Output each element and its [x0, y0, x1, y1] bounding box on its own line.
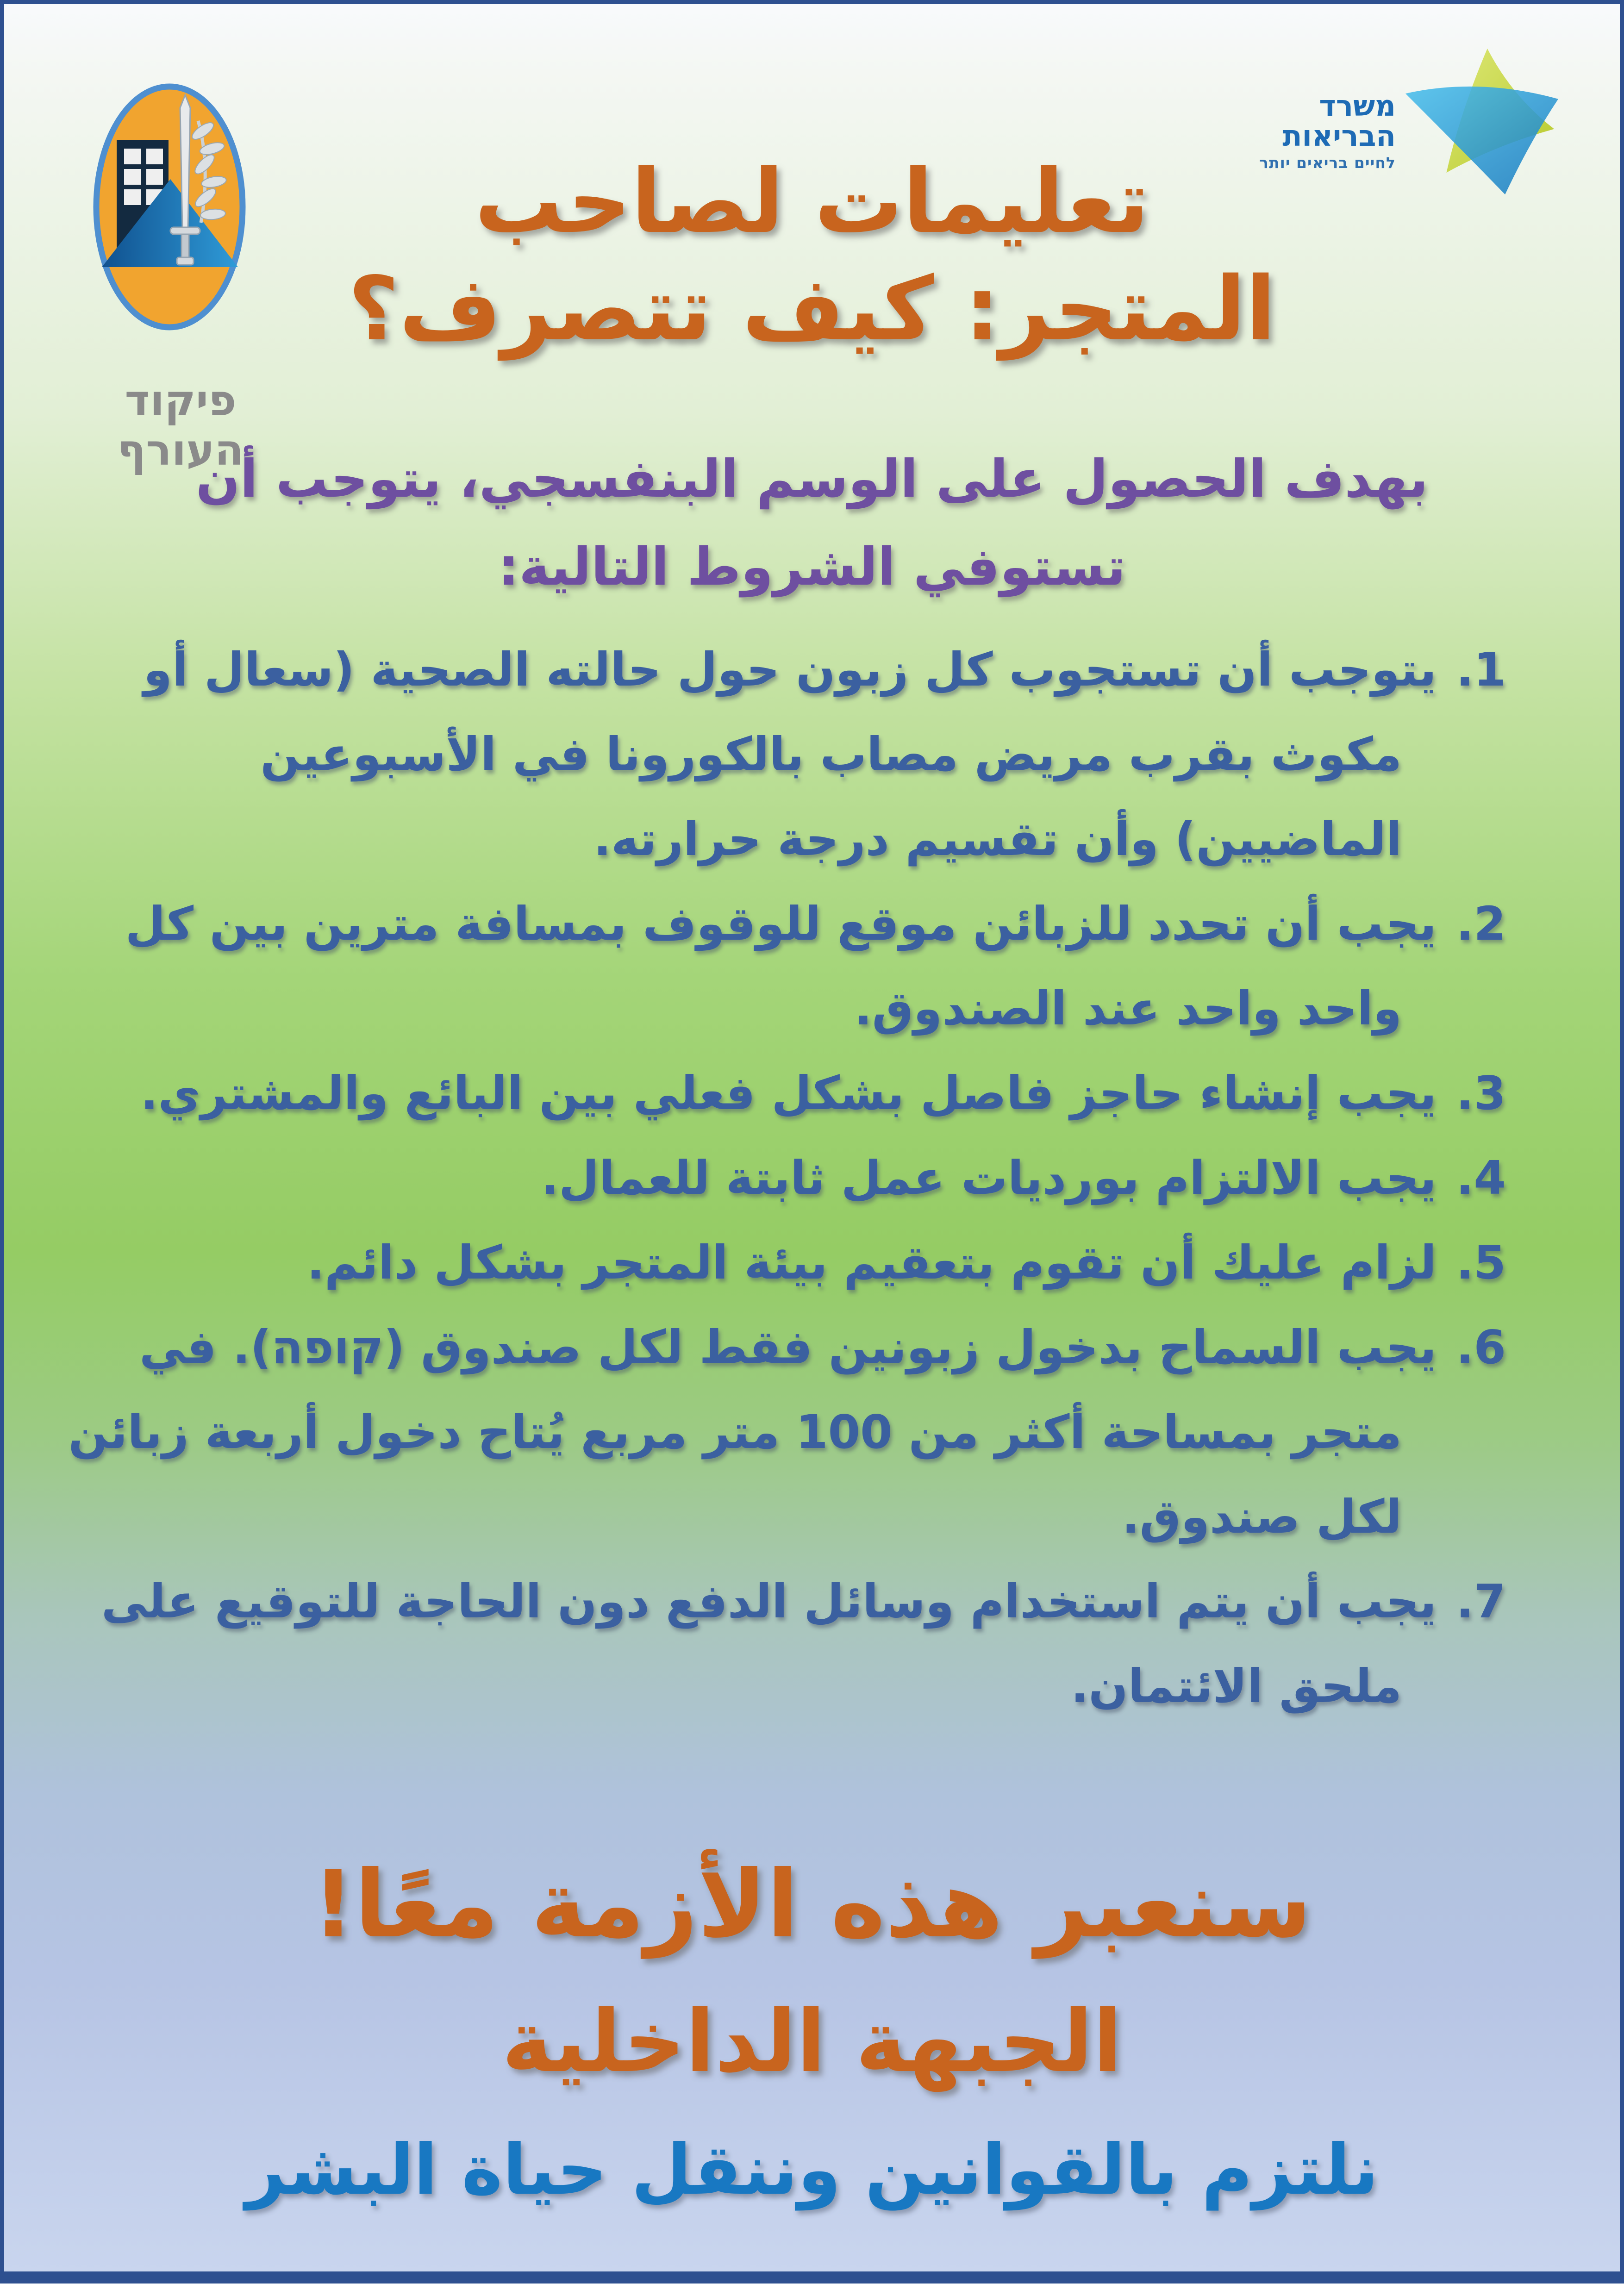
- instruction-number: 5.: [1456, 1235, 1506, 1290]
- subtitle-line-1: بهدف الحصول على الوسم البنفسجي، يتوجب أن: [195, 449, 1429, 509]
- instruction-item-7: [53, 1559, 1506, 1728]
- instruction-number: 2.: [1456, 897, 1506, 951]
- page-title-line-2: المتجر: كيف تتصرف؟: [348, 257, 1276, 360]
- instruction-item-2: [53, 881, 1506, 1051]
- slogan-commit-laws: نلتزم بالقوانين وننقل حياة البشر: [245, 2130, 1379, 2210]
- instruction-text: يتوجب أن تستجوب كل زبون حول حالته الصحية (سعال أو مكوث بقرب مريض مصاب بالكورونا في الأسبوعين الماضيين) وأن تقسيم درجة حرارته.: [143, 643, 1437, 866]
- slogan-crisis-together: سنعبر هذه الأزمة معًا!: [312, 1851, 1312, 1959]
- moh-logo-name: [1234, 91, 1396, 151]
- slogan-home-front: الجبهة الداخلية: [501, 1991, 1123, 2091]
- instruction-item-1: [53, 627, 1506, 881]
- instruction-number: 6.: [1456, 1320, 1506, 1374]
- moh-name-line-2: הבריאות: [1282, 119, 1396, 153]
- instruction-item-3: [53, 1051, 1506, 1136]
- hfc-logo-label: פיקוד העורף: [117, 376, 244, 475]
- page-title-line-1: تعليمات لصاحب: [475, 150, 1149, 253]
- instruction-text: يجب إنشاء حاجز فاصل بشكل فعلي بين البائع والمشتري.: [140, 1066, 1437, 1120]
- instruction-text: يجب أن تحدد للزبائن موقع للوقوف بمسافة مترين بين كل واحد واحد عند الصندوق.: [125, 897, 1437, 1036]
- subtitle: [116, 435, 1508, 611]
- instruction-number: 1.: [1456, 643, 1506, 697]
- instruction-item-6: [53, 1305, 1506, 1559]
- instruction-number: 7.: [1456, 1574, 1506, 1628]
- instruction-text: يجب السماح بدخول زبونين فقط لكل صندوق (קופה). في متجر بمساحة أكثر من 100 متر مربع يُتاح دخول أربعة زبائن لكل صندوق.: [68, 1320, 1437, 1544]
- instruction-item-5: [53, 1220, 1506, 1305]
- instruction-number: 3.: [1456, 1066, 1506, 1120]
- moh-logo-tagline: לחיים בריאים יותר: [1259, 154, 1396, 172]
- moh-name-line-1: משרד: [1319, 89, 1396, 123]
- instruction-text: يجب الالتزام بورديات عمل ثابتة للعمال.: [541, 1151, 1437, 1205]
- instruction-text: لزام عليك أن تقوم بتعقيم بيئة المتجر بشكل دائم.: [306, 1235, 1437, 1290]
- instructions-list: [53, 627, 1506, 1728]
- page-title: [116, 148, 1508, 363]
- subtitle-line-2: تستوفي الشروط التالية:: [498, 537, 1126, 598]
- instruction-item-4: [53, 1136, 1506, 1220]
- instruction-number: 4.: [1456, 1151, 1506, 1205]
- instruction-text: يجب أن يتم استخدام وسائل الدفع دون الحاجة للتوقيع على ملحق الائتمان.: [101, 1574, 1437, 1713]
